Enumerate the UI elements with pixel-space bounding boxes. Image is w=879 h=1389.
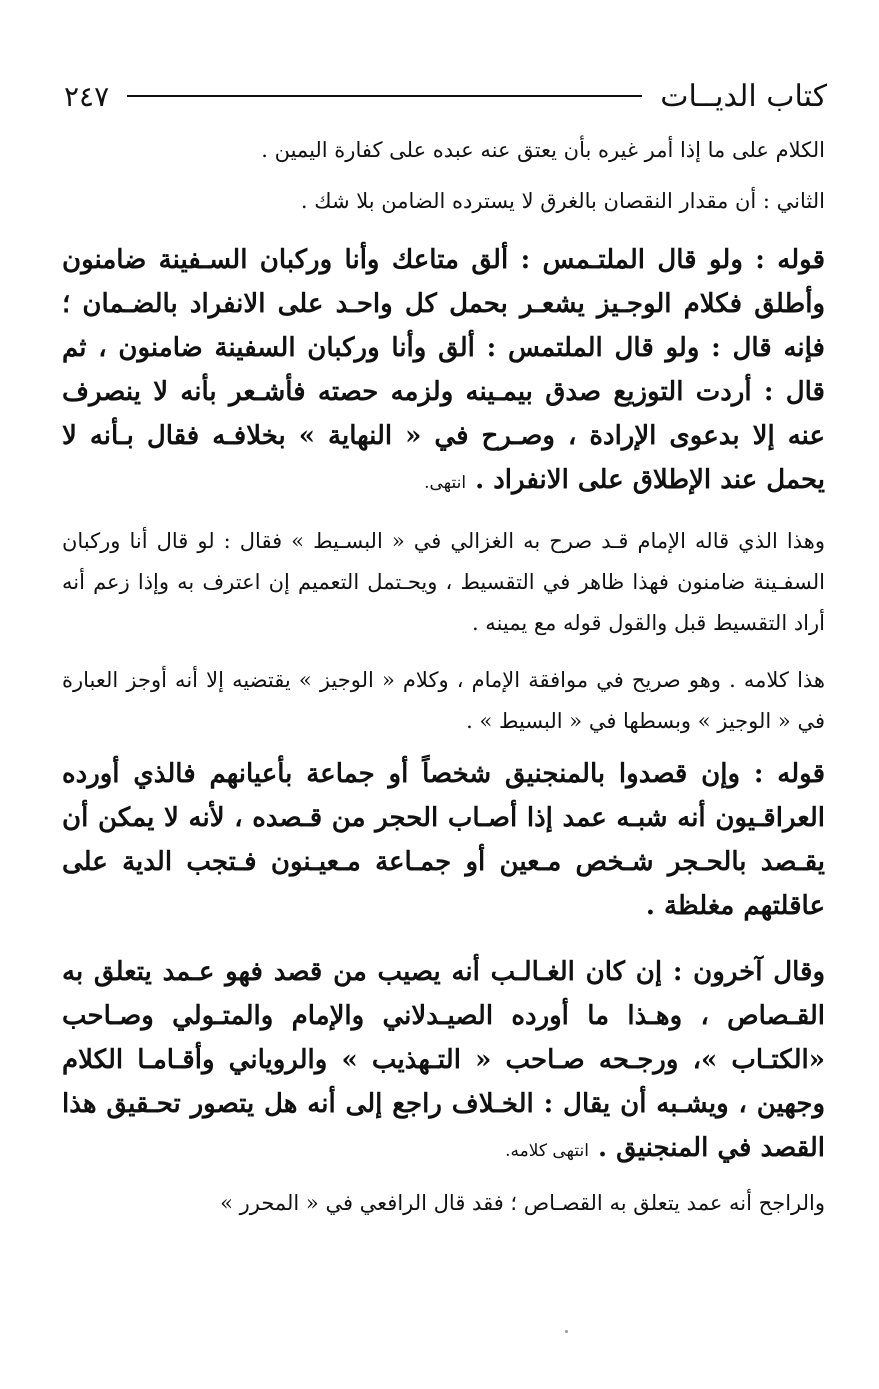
page-speck (565, 1330, 568, 1333)
paragraph-1 (62, 130, 825, 171)
paragraph-note: انتهى كلامه. (505, 1141, 589, 1161)
paragraph-text: قوله : وإن قصدوا بالمنجنيق شخصاً أو جماعة بأعيانهم فالذي أورده العراقـيون أنه شبـه عمد إذا أصـاب الحجر من قـصده ، لأنه لا يمكن أن يقـصد بالحـجر شـخص مـعين أو جمـاعة مـعيـنون فـتجب الدية على عاقلتهم مغلظة . (62, 759, 825, 921)
paragraph-text: هذا كلامه . وهو صريح في موافقة الإمام ، وكلام « الوجيز » يقتضيه إلا أنه أوجز العبارة في « الوجيز » وبسطها في « البسيط » . (62, 668, 825, 733)
paragraph-7 (62, 950, 825, 1173)
page-body (62, 130, 825, 1224)
page-header (64, 76, 827, 116)
paragraph-3 (62, 238, 825, 505)
paragraph-text: والراجح أنه عمد يتعلق به القصـاص ؛ فقد قال الرافعي في « المحرر » (220, 1191, 825, 1215)
paragraph-text: الثاني : أن مقدار النقصان بالغرق لا يسترده الضامن بلا شك . (300, 189, 825, 213)
paragraph-4 (62, 521, 825, 644)
paragraph-2 (62, 181, 825, 222)
paragraph-text: الكلام على ما إذا أمر غيره بأن يعتق عنه عبده على كفارة اليمين . (261, 138, 825, 162)
page-number: ٢٤٧ (64, 79, 110, 113)
paragraph-text: قوله : ولو قال الملتـمس : ألق متاعك وأنا وركبان السـفينة ضامنون وأطلق فكلام الوجـيز يشعـر بحمل كل واحـد على الانفراد بالضـمان ؛ فإنه قال : ولو قال الملتمس : ألق وأنا وركبان السفينة ضامنون ، ثم قال : أردت التوزيع صدق بيمـينه ولزمه حصته فأشـعر بأنه لا ينصرف عنه إلا بدعوى الإرادة ، وصـرح في « النهاية » بخلافـه فقال بـأنه لا يحمل عند الإطلاق على الانفراد . (62, 245, 825, 495)
paragraph-text: وهذا الذي قاله الإمام قـد صرح به الغزالي في « البسـيط » فقال : لو قال أنا وركبان السفـينة ضامنون فهذا ظاهر في التقسيط ، ويحـتمل التعميم إن اعترف به وإذا زعم أنه أراد التقسيط قبل والقول قوله مع يمينه . (62, 529, 825, 635)
paragraph-8 (62, 1183, 825, 1224)
chapter-title: كتاب الديــات (660, 78, 827, 114)
header-rule (127, 95, 642, 97)
paragraph-note: انتهى. (424, 473, 467, 493)
paragraph-6 (62, 752, 825, 928)
paragraph-5 (62, 660, 825, 742)
paragraph-text: وقال آخرون : إن كان الغـالـب أنه يصيب من قصد فهو عـمد يتعلق به القـصاص ، وهـذا ما أورده الصيـدلاني والإمام والمتـولي وصـاحب «الكتـاب »، ورجـحه صـاحب « التـهذيب » والروياني وأقـامـا الكلام وجهين ، ويشـبه أن يقال : الخـلاف راجع إلى أنه هل يتصور تحـقيق هذا القصد في المنجنيق . (62, 957, 825, 1163)
